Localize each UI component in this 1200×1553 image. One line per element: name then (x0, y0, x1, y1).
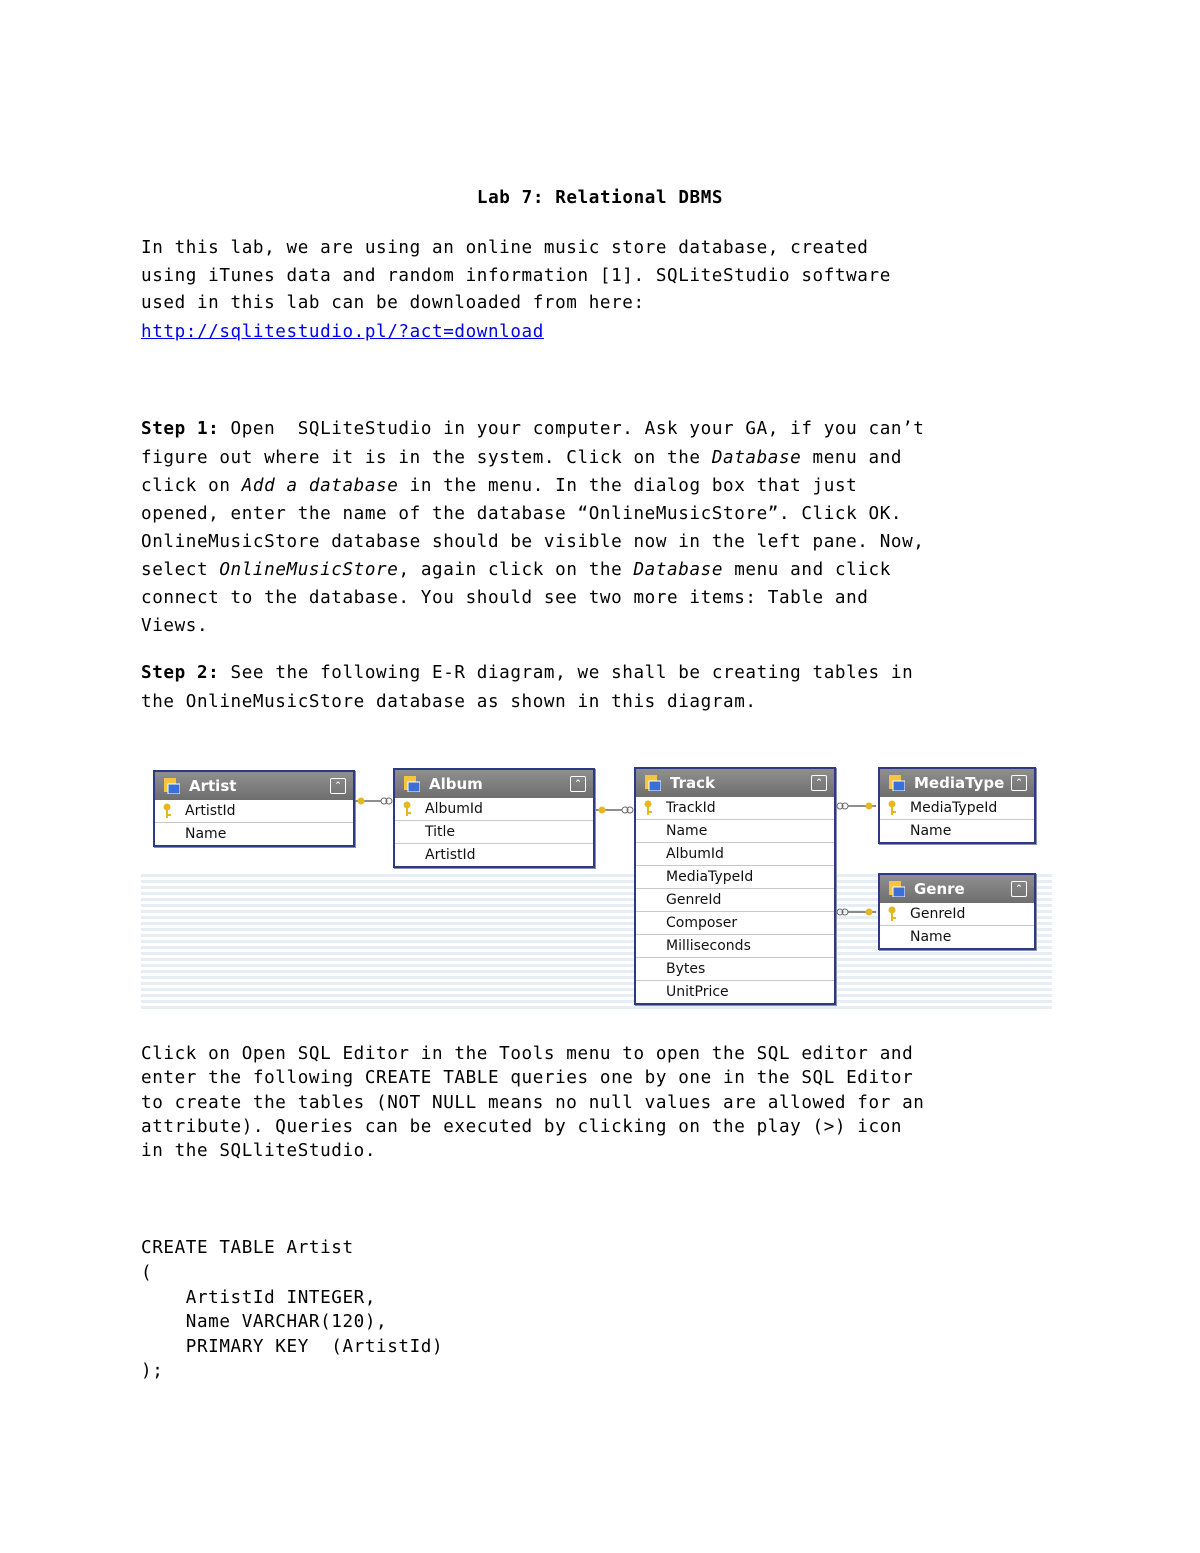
relationship-connector-icon (836, 907, 876, 917)
step1-line-1 (141, 419, 1061, 439)
er-column: Name (636, 819, 834, 842)
step1-line-8: Views. (141, 616, 209, 636)
key-icon (161, 803, 173, 819)
er-table-artist (153, 770, 355, 847)
er-column: Name (880, 925, 1034, 948)
table-icon (887, 881, 905, 897)
table-icon (162, 778, 180, 794)
er-table-name: Artist (189, 777, 237, 795)
er-column: Title (395, 820, 593, 843)
key-icon (642, 800, 654, 816)
code-line-2: ( (141, 1263, 153, 1283)
collapse-icon[interactable]: ⌃ (811, 775, 827, 791)
step1-text-6a: select (141, 560, 220, 580)
step1-text-3b: in the menu. In the dialog box that just (398, 476, 858, 496)
step2-label: Step 2: (141, 663, 220, 683)
collapse-icon[interactable]: ⌃ (330, 778, 346, 794)
er-table-header (880, 769, 1034, 797)
er-column: MediaTypeId (880, 797, 1034, 819)
collapse-icon[interactable]: ⌃ (1011, 775, 1027, 791)
key-icon (886, 800, 898, 816)
step1-line-5: OnlineMusicStore database should be visible now in the left pane. Now, (141, 532, 925, 552)
step1-text-2b: menu and (801, 448, 903, 468)
instructions-line-5: in the SQLliteStudio. (141, 1141, 377, 1161)
step1-text-2a: figure out where it is in the system. Click on the (141, 448, 712, 468)
collapse-icon[interactable]: ⌃ (570, 776, 586, 792)
er-table-name: Album (429, 775, 483, 793)
er-table-name: Track (670, 774, 715, 792)
step1-label: Step 1: (141, 419, 220, 439)
er-column: ArtistId (395, 843, 593, 866)
code-line-6: ); (141, 1361, 164, 1381)
step1-line-2 (141, 448, 1061, 468)
instructions-line-2: enter the following CREATE TABLE queries one by one in the SQL Editor (141, 1068, 914, 1088)
intro-line-1: In this lab, we are using an online music store database, created (141, 238, 869, 258)
er-table-name: Genre (914, 880, 965, 898)
er-table-mediatype (878, 767, 1036, 844)
er-diagram (141, 766, 1052, 1011)
step1-line-3 (141, 476, 1061, 496)
code-line-1: CREATE TABLE Artist (141, 1238, 354, 1258)
table-icon (643, 775, 661, 791)
step1-text-6b: , again click on the (398, 560, 634, 580)
instructions-line-3: to create the tables (NOT NULL means no null values are allowed for an (141, 1093, 925, 1113)
code-line-3: ArtistId INTEGER, (141, 1288, 377, 1308)
er-table-album (393, 768, 595, 868)
step1-database-menu-2: Database (633, 560, 724, 580)
er-column: AlbumId (636, 842, 834, 865)
relationship-connector-icon (836, 801, 876, 811)
er-column: GenreId (880, 903, 1034, 925)
er-column: Name (155, 822, 353, 845)
download-link[interactable]: http://sqlitestudio.pl/?act=download (141, 322, 544, 342)
code-line-4: Name VARCHAR(120), (141, 1312, 388, 1332)
er-column: MediaTypeId (636, 865, 834, 888)
er-column: Composer (636, 911, 834, 934)
document-title: Lab 7: Relational DBMS (476, 188, 724, 208)
intro-line-3: used in this lab can be downloaded from here: (141, 293, 645, 313)
step1-text-3a: click on (141, 476, 242, 496)
step1-text-6c: menu and click (723, 560, 891, 580)
er-table-header (155, 772, 353, 800)
key-icon (886, 906, 898, 922)
er-table-header (880, 875, 1034, 903)
step1-db-name: OnlineMusicStore (219, 560, 399, 580)
er-table-header (636, 769, 834, 797)
er-column: Name (880, 819, 1034, 842)
er-column: TrackId (636, 797, 834, 819)
download-link-line (141, 322, 1061, 342)
er-table-genre (878, 873, 1036, 950)
table-icon (402, 776, 420, 792)
er-column: Milliseconds (636, 934, 834, 957)
er-column: UnitPrice (636, 980, 834, 1003)
step1-add-database: Add a database (241, 476, 399, 496)
er-column: AlbumId (395, 798, 593, 820)
relationship-connector-icon (596, 805, 634, 815)
step1-line-6 (141, 560, 1061, 580)
step1-text-1: Open SQLiteStudio in your computer. Ask your GA, if you can’t (219, 419, 925, 439)
key-icon (401, 801, 413, 817)
step1-database-menu: Database (711, 448, 802, 468)
step1-line-7: connect to the database. You should see two more items: Table and (141, 588, 869, 608)
er-table-track (634, 767, 836, 1005)
code-line-5: PRIMARY KEY (ArtistId) (141, 1337, 444, 1357)
collapse-icon[interactable]: ⌃ (1011, 881, 1027, 897)
er-table-header (395, 770, 593, 798)
er-table-name: MediaType (914, 774, 1005, 792)
step2-text-1: See the following E-R diagram, we shall be creating tables in (219, 663, 914, 683)
er-column: ArtistId (155, 800, 353, 822)
table-icon (887, 775, 905, 791)
intro-line-2: using iTunes data and random information [1]. SQLiteStudio software (141, 266, 891, 286)
relationship-connector-icon (355, 796, 393, 806)
step2-line-2: the OnlineMusicStore database as shown in this diagram. (141, 692, 757, 712)
instructions-line-1: Click on Open SQL Editor in the Tools menu to open the SQL editor and (141, 1044, 914, 1064)
step1-line-4: opened, enter the name of the database “OnlineMusicStore”. Click OK. (141, 504, 903, 524)
er-column: Bytes (636, 957, 834, 980)
step2-line-1 (141, 663, 1061, 683)
instructions-line-4: attribute). Queries can be executed by clicking on the play (>) icon (141, 1117, 903, 1137)
er-column: GenreId (636, 888, 834, 911)
